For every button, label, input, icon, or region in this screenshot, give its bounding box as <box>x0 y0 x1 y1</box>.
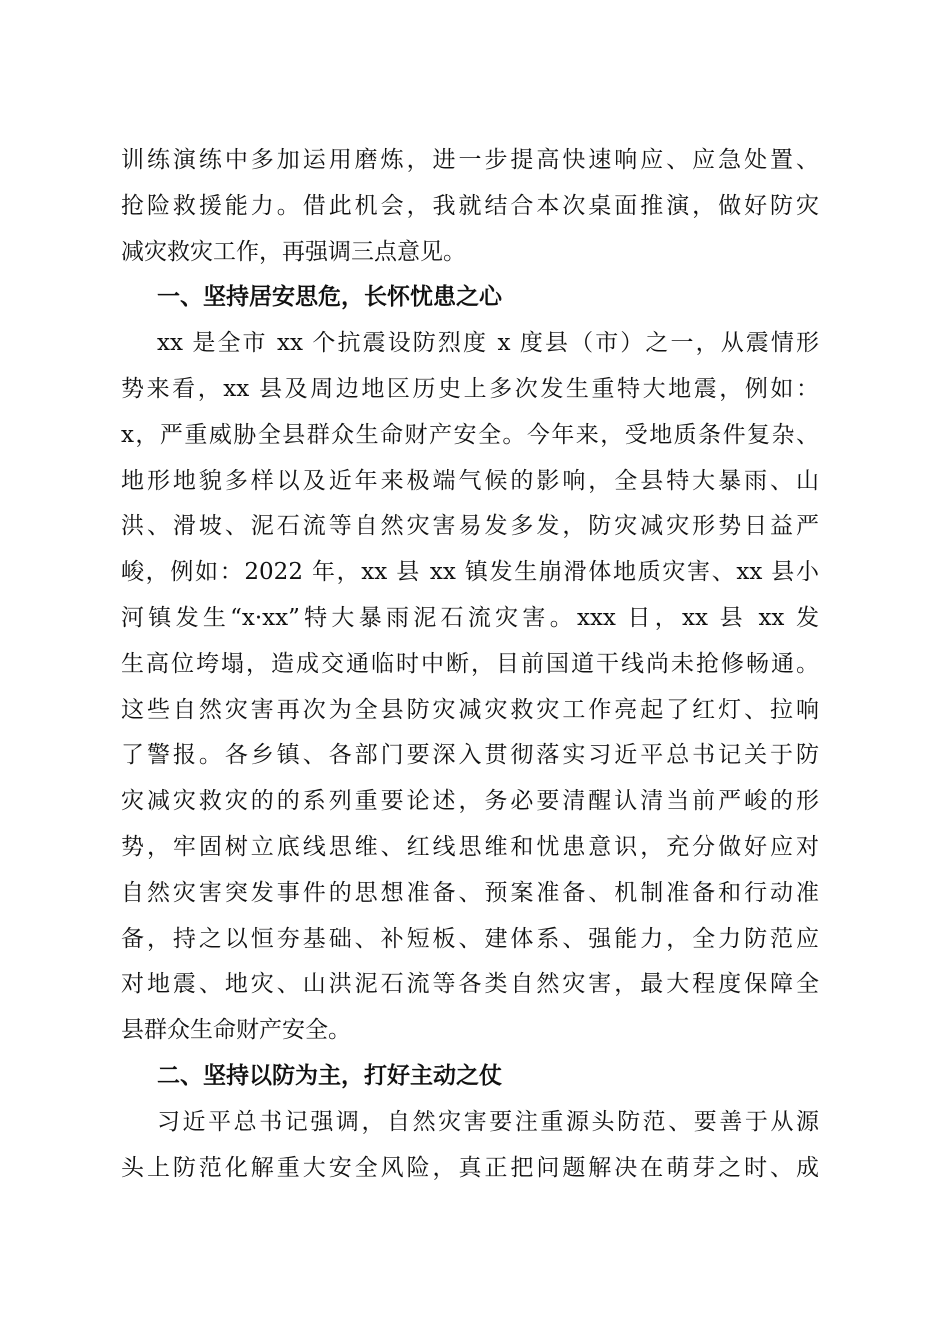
section-heading-2: 二、坚持以防为主，打好主动之仗 <box>157 1062 502 1089</box>
text-line: 河镇发生“x·xx”特大暴雨泥石流灾害。xxx 日，xx 县 xx 发 <box>121 604 819 631</box>
text-line: 生高位垮塌，造成交通临时中断，目前国道干线尚未抢修畅通。 <box>121 650 819 677</box>
text-line: 头上防范化解重大安全风险，真正把问题解决在萌芽之时、成 <box>121 1154 819 1181</box>
section-2-paragraph <box>121 1100 819 1192</box>
text-line: 这些自然灾害再次为全县防灾减灾救灾工作亮起了红灯、拉响 <box>121 696 819 723</box>
text-line: x，严重威胁全县群众生命财产安全。今年来，受地质条件复杂、 <box>121 421 819 448</box>
text-line: 自然灾害突发事件的思想准备、预案准备、机制准备和行动准 <box>121 879 819 906</box>
text-line: 地形地貌多样以及近年来极端气候的影响，全县特大暴雨、山 <box>121 467 819 494</box>
document-page <box>121 138 819 1191</box>
intro-paragraph <box>121 138 819 275</box>
text-line: 县群众生命财产安全。 <box>121 1017 351 1044</box>
text-line: 势，牢固树立底线思维、红线思维和忧患意识，充分做好应对 <box>121 833 819 860</box>
text-line: 备，持之以恒夯基础、补短板、建体系、强能力，全力防范应 <box>121 925 819 952</box>
text-line: 灾减灾救灾的的系列重要论述，务必要清醒认清当前严峻的形 <box>121 788 819 815</box>
section-1-paragraph <box>121 321 819 1054</box>
section-heading-1: 一、坚持居安思危，长怀忧患之心 <box>157 284 502 311</box>
text-line: 减灾救灾工作，再强调三点意见。 <box>121 238 466 265</box>
text-line: xx 是全市 xx 个抗震设防烈度 x 度县（市）之一，从震情形 <box>157 330 819 357</box>
text-line: 了警报。各乡镇、各部门要深入贯彻落实习近平总书记关于防 <box>121 742 819 769</box>
text-line: 洪、滑坡、泥石流等自然灾害易发多发，防灾减灾形势日益严 <box>121 513 819 540</box>
text-line: 训练演练中多加运用磨炼，进一步提高快速响应、应急处置、 <box>121 147 819 173</box>
text-line: 抢险救援能力。借此机会，我就结合本次桌面推演，做好防灾 <box>121 192 819 219</box>
text-line: 势来看，xx 县及周边地区历史上多次发生重特大地震，例如： <box>121 375 819 402</box>
text-line: 峻，例如：2022 年，xx 县 xx 镇发生崩滑体地质灾害、xx 县小 <box>121 559 819 586</box>
text-line: 对地震、地灾、山洪泥石流等各类自然灾害，最大程度保障全 <box>121 971 819 998</box>
text-line: 习近平总书记强调，自然灾害要注重源头防范、要善于从源 <box>157 1108 819 1135</box>
